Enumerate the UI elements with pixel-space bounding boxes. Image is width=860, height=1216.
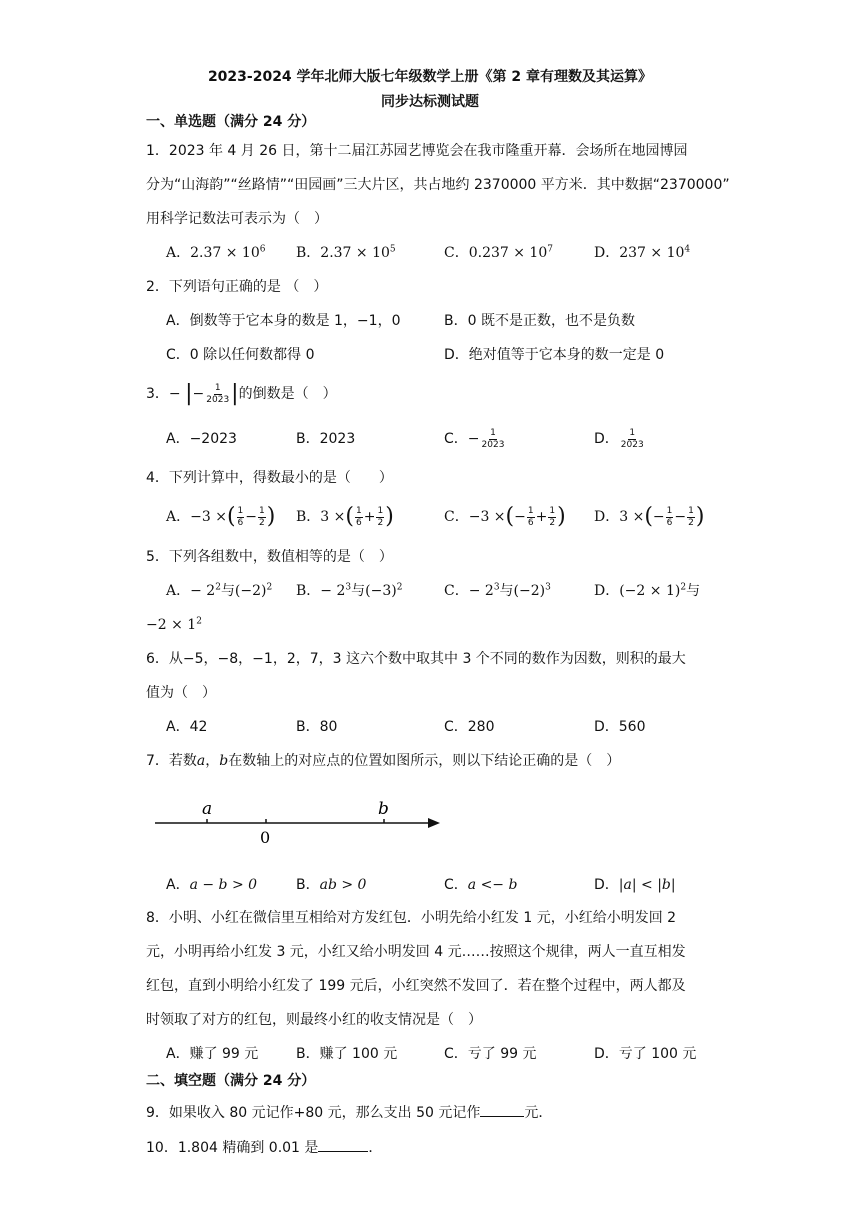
number-line-figure xyxy=(150,795,450,855)
q4-option-d[interactable]: D．3 ×(− $\frac{1}{6}$ − $\frac{1}{2}$ ) xyxy=(594,504,705,529)
q3-option-c[interactable]: C．− $\frac{1}{2023}$ xyxy=(444,427,505,450)
q5-option-d[interactable]: D．$(-2 \times 1)^2$与 xyxy=(594,582,701,599)
q5-option-b[interactable]: B．− $2^3$与$(-3)^2$ xyxy=(296,582,403,599)
section-heading-single-choice: 一、单选题（满分 24 分） xyxy=(146,114,316,130)
number-line-arrow xyxy=(428,818,440,828)
q7-option-d[interactable]: D．|a| < |b| xyxy=(594,877,676,893)
q2-option-d[interactable]: D．绝对值等于它本身的数一定是 0 xyxy=(444,347,665,363)
q7-stem: 7．若数a，b在数轴上的对应点的位置如图所示，则以下结论正确的是（ ） xyxy=(146,753,621,769)
q9-answer-blank[interactable] xyxy=(480,1102,524,1117)
label-a: a xyxy=(202,799,213,819)
worksheet-title: 2023-2024 学年北师大版七年级数学上册《第 2 章有理数及其运算》 xyxy=(207,69,653,85)
q1-option-c[interactable]: C．$0.237 \times 10^7$ xyxy=(444,244,553,261)
q7-option-b[interactable]: B．ab > 0 xyxy=(296,877,367,893)
q6-option-c[interactable]: C．280 xyxy=(444,719,495,735)
q8-option-d[interactable]: D．亏了 100 元 xyxy=(594,1046,697,1062)
q4-stem: 4．下列计算中，得数最小的是（ ） xyxy=(146,470,393,486)
q3-stem: 3．− |− $\frac{1}{2023}$ |的倒数是（ ） xyxy=(146,381,337,406)
q6-option-d[interactable]: D．560 xyxy=(594,719,646,735)
q1-option-b[interactable]: B．$2.37 \times 10^5$ xyxy=(296,244,396,261)
label-zero: 0 xyxy=(260,828,271,847)
q5-option-c[interactable]: C．− $2^3$与$(-2)^3$ xyxy=(444,582,551,599)
q9-stem: 9．如果收入 80 元记作+80 元，那么支出 50 元记作 元． xyxy=(146,1102,552,1123)
q8-option-a[interactable]: A．赚了 99 元 xyxy=(166,1046,259,1062)
q3-option-b[interactable]: B．2023 xyxy=(296,431,356,447)
q4-option-b[interactable]: B．3 ×( $\frac{1}{6}$ + $\frac{1}{2}$ ) xyxy=(296,504,394,529)
worksheet-subtitle: 同步达标测试题 xyxy=(381,94,479,110)
q2-option-a[interactable]: A．倒数等于它本身的数是 1，−1，0 xyxy=(166,313,401,329)
q1-stem-line2: 分为“山海韵”“丝路情”“田园画”三大片区，共占地约 2370000 平方米．其中数据“2370000” xyxy=(146,177,730,193)
q4-option-c[interactable]: C．−3 ×(− $\frac{1}{6}$ + $\frac{1}{2}$ ) xyxy=(444,504,566,529)
q2-option-b[interactable]: B．0 既不是正数，也不是负数 xyxy=(444,313,635,329)
q3-option-a[interactable]: A．−2023 xyxy=(166,431,237,447)
q8-stem-line3: 红包，直到小明给小红发了 199 元后，小红突然不发回了．若在整个过程中，两人都及 xyxy=(146,978,686,994)
q5-option-a[interactable]: A．− $2^2$与$(-2)^2$ xyxy=(166,582,273,599)
q4-option-a[interactable]: A．−3 ×( $\frac{1}{6}$ − $\frac{1}{2}$ ) xyxy=(166,504,276,529)
q8-stem-line2: 元，小明再给小红发 3 元，小红又给小明发回 4 元……按照这个规律，两人一直互相发 xyxy=(146,944,686,960)
q5-option-d-cont: $-2 \times 1^2$ xyxy=(146,616,202,633)
q6-option-a[interactable]: A．42 xyxy=(166,719,208,735)
section-heading-fill-blank: 二、填空题（满分 24 分） xyxy=(146,1073,316,1089)
q8-stem-line4: 时领取了对方的红包，则最终小红的收支情况是（ ） xyxy=(146,1012,482,1028)
q1-stem-line1: 1．2023 年 4 月 26 日，第十二届江苏园艺博览会在我市隆重开幕．会场所在地园博园 xyxy=(146,143,688,159)
q6-option-b[interactable]: B．80 xyxy=(296,719,338,735)
q2-option-c[interactable]: C．0 除以任何数都得 0 xyxy=(166,347,315,363)
q8-stem-line1: 8．小明、小红在微信里互相给对方发红包．小明先给小红发 1 元，小红给小明发回 2 xyxy=(146,910,677,926)
q7-option-c[interactable]: C．a <− b xyxy=(444,877,518,893)
q2-stem: 2．下列语句正确的是 （ ） xyxy=(146,279,328,295)
q10-stem: 10．1.804 精确到 0.01 是 ． xyxy=(146,1137,382,1158)
q3-option-d[interactable]: D． $\frac{1}{2023}$ xyxy=(594,427,644,450)
q8-option-b[interactable]: B．赚了 100 元 xyxy=(296,1046,398,1062)
q1-option-d[interactable]: D．$237 \times 10^4$ xyxy=(594,244,691,261)
q1-stem-line3: 用科学记数法可表示为（ ） xyxy=(146,211,328,227)
q1-option-a[interactable]: A．$2.37 \times 10^6$ xyxy=(166,244,266,261)
q6-stem-line1: 6．从−5，−8，−1，2，7，3 这六个数中取其中 3 个不同的数作为因数，则积的最大 xyxy=(146,651,686,667)
q6-stem-line2: 值为（ ） xyxy=(146,685,216,701)
q7-option-a[interactable]: A．a − b > 0 xyxy=(166,877,258,893)
q8-option-c[interactable]: C．亏了 99 元 xyxy=(444,1046,537,1062)
q10-answer-blank[interactable] xyxy=(318,1137,368,1152)
q5-stem: 5．下列各组数中，数值相等的是（ ） xyxy=(146,549,393,565)
label-b: b xyxy=(378,799,389,819)
